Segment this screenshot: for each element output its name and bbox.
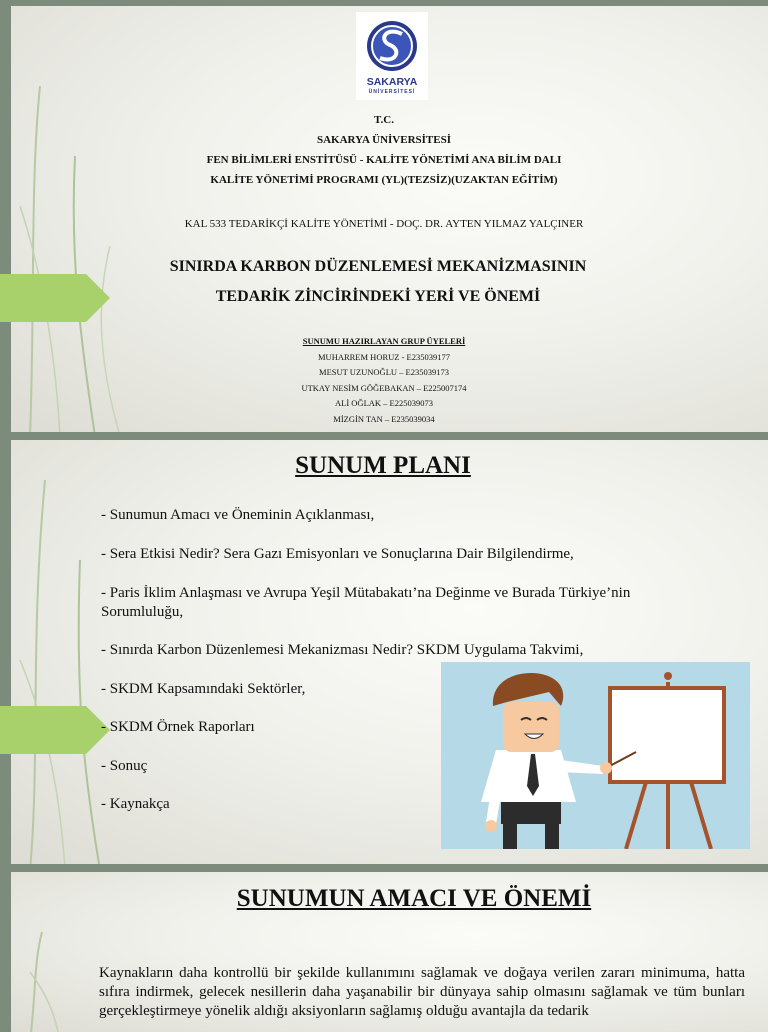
title-line: TEDARİK ZİNCİRİNDEKİ YERİ VE ÖNEMİ [215,288,541,305]
members-heading: SUNUMU HAZIRLAYAN GRUP ÜYELERİ [302,336,466,346]
agenda-item: - Sınırda Karbon Düzenlemesi Mekanizması Nedir? SKDM Uygulama Takvimi, [101,642,584,658]
agenda-heading: SUNUM PLANI [295,452,471,479]
header-line: KALİTE YÖNETİMİ PROGRAMI (YL)(TEZSİZ)(UZAKTAN EĞİTİM) [210,174,558,186]
agenda-item: - Kaynakça [101,796,170,812]
purpose-heading: SUNUMUN AMACI VE ÖNEMİ [236,885,592,912]
presenter-illustration [441,662,750,849]
presentation-title [0,252,762,312]
university-logo [356,12,428,100]
course-line: KAL 533 TEDARİKÇİ KALİTE YÖNETİMİ - DOÇ. DR. AYTEN YILMAZ YALÇINER [184,218,584,230]
title-line: SINIRDA KARBON DÜZENLEMESİ MEKANİZMASININ [169,258,587,275]
member-item: ALİ OĞLAK – E225039073 [335,398,433,409]
green-arrow-shape [0,706,110,754]
agenda-item: - Sunumun Amacı ve Öneminin Açıklanması, [101,507,375,523]
slide-agenda [0,440,768,864]
member-item: MİZGİN TAN – E235039034 [333,413,435,424]
institution-header [0,110,768,190]
logo-main-text: SAKARYA [366,76,418,88]
member-item: UTKAY NESİM GÖĞEBAKAN – E225007174 [301,382,467,393]
header-line: FEN BİLİMLERİ ENSTİTÜSÜ - KALİTE YÖNETİMİ ANA BİLİM DALI [206,154,562,166]
purpose-paragraph: Kaynakların daha kontrollü bir şekilde kullanımını sağlamak ve doğaya verilen zararı minimuma, hatta sıfıra indirmek, gelecek nesillerin daha yaşanabilir bir dünyaya sahip olmasını sağlamak ve tüm bunları gerçekleştirmeye yönelik aldığı aksiyonların sağlamış olduğu avantajla da tedarik [99,965,745,1019]
agenda-item: - SKDM Kapsamındaki Sektörler, [101,681,306,697]
header-line: SAKARYA ÜNİVERSİTESİ [316,134,451,146]
agenda-item: - Sonuç [101,758,148,774]
group-members [0,334,768,428]
slide-purpose [0,872,768,1032]
member-item: MUHARREM HORUZ - E235039177 [318,351,450,362]
agenda-item: - SKDM Örnek Raporları [101,719,255,735]
logo-emblem-icon [356,14,428,76]
presenter-with-board-icon [441,662,750,849]
agenda-item: - Paris İklim Anlaşması ve Avrupa Yeşil Mütabakatı’na Değinme ve Burada Türkiye’nin Sorumluluğu, [101,585,631,620]
member-item: MESUT UZUNOĞLU – E235039173 [319,367,449,378]
header-line: T.C. [374,114,394,126]
logo-sub-text: ÜNİVERSİTESİ [368,89,416,95]
slide-title [0,6,768,432]
agenda-item: - Sera Etkisi Nedir? Sera Gazı Emisyonları ve Sonuçlarına Dair Bilgilendirme, [101,546,574,562]
